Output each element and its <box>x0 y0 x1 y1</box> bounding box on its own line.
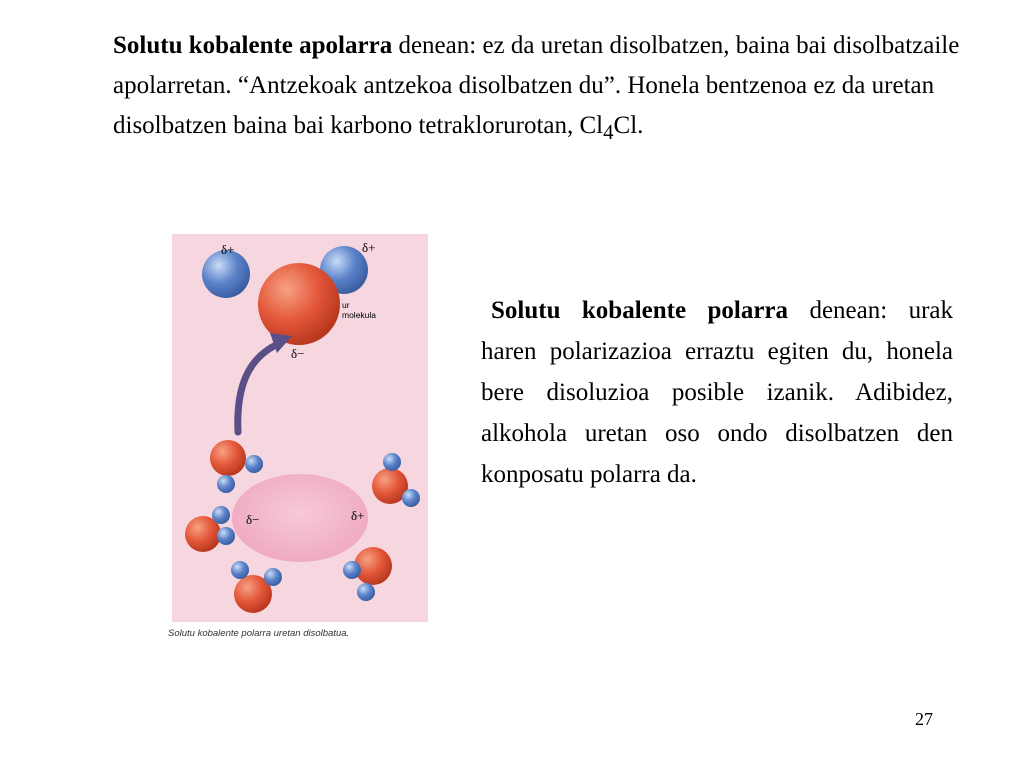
solvation-figure <box>166 232 428 650</box>
right-paragraph-text: denean: urak haren polarizazioa erraztu egiten du, honela bere disoluzioa posible izanik. Adibidez, alkohola uretan oso ondo disolbatzen den konposatu polarra da. <box>481 297 954 488</box>
figure-caption: Solutu kobalente polarra uretan disolbatua. <box>168 628 350 639</box>
top-paragraph <box>113 26 963 152</box>
top-paragraph-bold-lead: Solutu kobalente apolarra <box>113 32 393 59</box>
top-paragraph-subscript: 4 <box>603 120 614 144</box>
hydrogen-atom <box>202 250 250 298</box>
oxygen-atom <box>258 263 340 345</box>
delta-plus-label: δ+ <box>351 508 365 523</box>
delta-minus-label: δ− <box>246 512 260 527</box>
delta-minus-label: δ− <box>291 346 305 361</box>
delta-plus-label: δ+ <box>221 242 235 257</box>
delta-plus-label: δ+ <box>362 240 376 255</box>
page-number: 27 <box>915 709 933 729</box>
water-label-line1: ur <box>342 300 350 310</box>
right-paragraph <box>481 290 953 495</box>
right-paragraph-bold-lead: Solutu kobalente polarra <box>491 297 789 324</box>
water-label-line2: molekula <box>342 310 377 320</box>
solvation-illustration <box>166 232 428 627</box>
top-paragraph-text: denean: ez da uretan disolbatzen, baina bai disolbatzaile apolarretan. “Antzekoak antzekoa disolbatzen du”. Honela bentzenoa ez da uretan disolbatzen baina bai karbono tetraklorurotan, Cl <box>113 32 960 139</box>
top-paragraph-text-end: Cl. <box>613 112 644 139</box>
